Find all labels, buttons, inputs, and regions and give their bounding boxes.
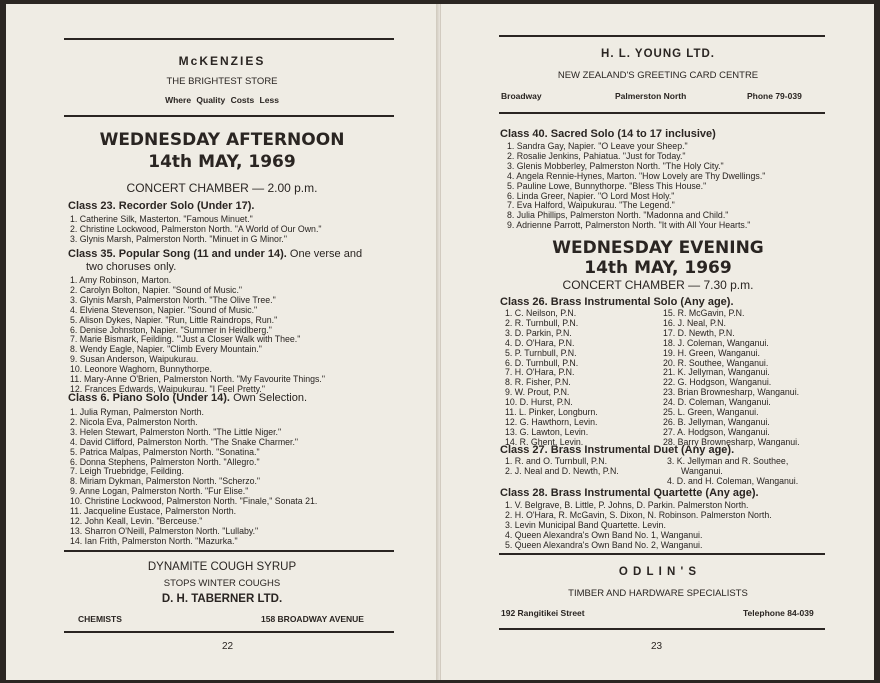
- list-item: 12. John Keall, Levin. "Berceuse.": [70, 515, 203, 526]
- divider: [64, 631, 394, 633]
- list-item: 8. Julia Phillips, Palmerston North. "Madonna and Child.": [507, 210, 729, 221]
- list-item: 6. Linda Greer, Napier. "O Lord Most Holy.": [507, 190, 675, 201]
- list-item: 7. Marie Bismark, Feilding. "'Just a Closer Walk with Thee.": [70, 334, 301, 345]
- session-date: 14th MAY, 1969: [584, 258, 732, 278]
- list-item: 23. Brian Brownesharp, Wanganui.: [663, 387, 800, 398]
- list-item: 2. Rosalie Jenkins, Pahiatua. "Just for Today.": [507, 150, 686, 161]
- list-item: 4. David Clifford, Palmerston North. "The Snake Charmer.": [70, 436, 299, 447]
- ad-right: 158 BROADWAY AVENUE: [261, 614, 364, 624]
- list-item: 11. Jacqueline Eustace, Palmerston North.: [70, 506, 237, 517]
- list-item: 10. Christine Lockwood, Palmerston North. "Finale," Sonata 21.: [70, 496, 318, 507]
- class-heading: [68, 248, 362, 260]
- list-item: 26. B. Jellyman, Wanganui.: [663, 416, 770, 427]
- ad-left: Broadway: [501, 91, 542, 101]
- list-item: 24. D. Coleman, Wanganui.: [663, 397, 771, 408]
- list-item: 12. Frances Edwards, Waipukurau. "I Feel Pretty.": [70, 383, 265, 394]
- list-item: 3. Levin Municipal Band Quartette. Levin.: [505, 519, 666, 530]
- list-item: 7. H. O'Hara, P.N.: [505, 367, 575, 378]
- list-item: 6. D. Turnbull, P.N.: [505, 357, 579, 368]
- list-item: 4. Queen Alexandra's Own Band No. 1, Wanganui.: [505, 529, 703, 540]
- list-item: 14. R. Ghent, Levin.: [505, 436, 584, 447]
- list-item: 21. K. Jellyman, Wanganui.: [663, 367, 770, 378]
- list-item: 2. J. Neal and D. Newth, P.N.: [505, 465, 619, 476]
- ad-line: DYNAMITE COUGH SYRUP: [147, 561, 297, 573]
- class-heading-text: Class 35. Popular Song (11 and under 14).: [68, 248, 287, 260]
- list-item: 1. Amy Robinson, Marton.: [70, 275, 172, 285]
- entry-list-col2: [667, 457, 798, 487]
- class-heading: [68, 392, 307, 404]
- class-heading: Class 23. Recorder Solo (Under 17).: [68, 200, 255, 212]
- entry-list-col1: [505, 309, 598, 448]
- divider: [64, 115, 394, 117]
- entry-list: [70, 215, 322, 245]
- list-item: 7. Leigh Truebridge, Feilding.: [70, 466, 184, 477]
- session-venue: CONCERT CHAMBER — 7.30 p.m.: [562, 278, 754, 292]
- session-title: WEDNESDAY AFTERNOON: [99, 130, 345, 150]
- list-item: 16. J. Neal, P.N.: [663, 317, 726, 328]
- list-item: 2. Carolyn Bolton, Napier. "Sound of Music.": [70, 284, 243, 295]
- list-item: 1. R. and O. Turnbull, P.N.: [505, 456, 608, 466]
- list-item: 15. R. McGavin, P.N.: [663, 308, 745, 318]
- list-item: 5. Alison Dykes, Napier. "Run, Little Raindrops, Run.": [70, 314, 278, 325]
- list-item: 3. K. Jellyman and R. Southee,: [667, 456, 789, 466]
- entry-list: [70, 408, 317, 547]
- session-date: 14th MAY, 1969: [148, 152, 296, 172]
- class-note: Own Selection.: [233, 392, 308, 404]
- list-item: 18. J. Coleman, Wanganui.: [663, 337, 769, 348]
- list-item: 4. Elviena Stevenson, Napier. "Sound of Music.": [70, 304, 258, 315]
- list-item: 2. R. Turnbull, P.N.: [505, 317, 579, 328]
- class-heading: Class 28. Brass Instrumental Quartette (Any age).: [500, 487, 759, 499]
- list-item: 1. Julia Ryman, Palmerston North.: [70, 407, 204, 417]
- list-item: 8. Miriam Dykman, Palmerston North. "Scherzo.": [70, 476, 261, 487]
- list-item: 19. H. Green, Wanganui.: [663, 347, 760, 358]
- list-item: 3. D. Parkin, P.N.: [505, 327, 572, 338]
- entry-list: [505, 501, 772, 551]
- list-item: 3. Glynis Marsh, Palmerston North. "The Olive Tree.": [70, 294, 276, 305]
- list-item: 9. Anne Logan, Palmerston North. "Fur Elise.": [70, 486, 249, 497]
- list-item: 3. Glynis Marsh, Palmerston North. "Minuet in G Minor.": [70, 233, 287, 244]
- left-page: [6, 4, 438, 680]
- list-item: 9. W. Prout, P.N.: [505, 387, 570, 398]
- list-item: 8. Wendy Eagle, Napier. "Climb Every Mountain.": [70, 344, 262, 355]
- ad-tagline: TIMBER AND HARDWARE SPECIALISTS: [568, 588, 748, 599]
- ad-title-hl-young: H. L. YOUNG LTD.: [601, 48, 715, 60]
- list-item: 27. A. Hodgson, Wanganui.: [663, 426, 770, 437]
- ad-left: 192 Rangitikei Street: [501, 608, 585, 618]
- list-item: 25. L. Green, Wanganui.: [663, 407, 759, 418]
- list-item: 3. Glenis Mobberley, Palmerston North. "The Holy City.": [507, 160, 724, 171]
- list-item: 9. Adrienne Parrott, Palmerston North. "It with All Your Hearts.": [507, 220, 751, 231]
- class-heading-text: Class 6. Piano Solo (Under 14).: [68, 392, 230, 404]
- divider: [499, 553, 825, 555]
- ad-right: Telephone 84-039: [743, 608, 814, 618]
- list-item: 5. Pauline Lowe, Bunnythorpe. "Bless This House.": [507, 180, 707, 191]
- list-item: 13. Sharron O'Neill, Palmerston North. "Lullaby.": [70, 525, 259, 536]
- divider: [499, 35, 825, 37]
- list-item: 10. Leonore Waghorn, Bunnythorpe.: [70, 364, 212, 375]
- list-item: 4. D. O'Hara, P.N.: [505, 337, 575, 348]
- entry-list: [507, 142, 765, 231]
- list-item: 2. H. O'Hara, R. McGavin, S. Dixon, N. Robinson. Palmerston North.: [505, 509, 772, 520]
- ad-right: Phone 79-039: [747, 91, 802, 101]
- list-item: 17. D. Newth, P.N.: [663, 327, 735, 338]
- list-item: 9. Susan Anderson, Waipukurau.: [70, 354, 199, 365]
- class-heading: Class 40. Sacred Solo (14 to 17 inclusive): [500, 128, 716, 140]
- list-item: 6. Donna Stephens, Palmerston North. "Allegro.": [70, 456, 260, 467]
- list-item: 1. C. Neilson, P.N.: [505, 308, 577, 318]
- list-item: 14. Ian Frith, Palmerston North. "Mazurka.": [70, 535, 238, 546]
- ad-title-taberner: D. H. TABERNER LTD.: [161, 593, 283, 605]
- ad-tagline: THE BRIGHTEST STORE: [166, 76, 278, 87]
- list-item: 6. Denise Johnston, Napier. "Summer in Heidlberg.": [70, 324, 272, 335]
- entry-list-col1: [505, 457, 619, 477]
- list-item: 1. V. Belgrave, B. Little, P. Johns, D. Parkin. Palmerston North.: [505, 500, 749, 510]
- list-item: 12. G. Hawthorn, Levin.: [505, 416, 598, 427]
- list-item: 5. Queen Alexandra's Own Band No. 2, Wanganui.: [505, 539, 703, 550]
- ad-title-mckenzies: McKENZIES: [178, 54, 266, 68]
- list-item: 13. G. Lawton, Levin.: [505, 426, 589, 437]
- list-item: 3. Helen Stewart, Palmerston North. "The Little Niger.": [70, 426, 282, 437]
- ad-title-odlins: O D L I N ' S: [618, 566, 698, 578]
- class-note: two choruses only.: [86, 261, 177, 273]
- class-heading: Class 26. Brass Instrumental Solo (Any age).: [500, 296, 734, 308]
- right-page: [440, 4, 874, 680]
- class-note: One verse and: [289, 248, 363, 260]
- entry-list: [70, 276, 325, 395]
- list-item: 10. D. Hurst, P.N.: [505, 397, 573, 408]
- list-item: 5. P. Turnbull, P.N.: [505, 347, 577, 358]
- list-item: 1. Catherine Silk, Masterton. "Famous Minuet.": [70, 214, 253, 224]
- list-item: 1. Sandra Gay, Napier. "O Leave your Sheep.": [507, 141, 688, 151]
- ad-tagline: NEW ZEALAND'S GREETING CARD CENTRE: [557, 70, 759, 81]
- list-item: 11. Mary-Anne O'Brien, Palmerston North. "My Favourite Things.": [70, 374, 325, 385]
- divider: [499, 112, 825, 114]
- list-item: 4. Angela Rennie-Hynes, Marton. "How Lovely are Thy Dwellings.": [507, 170, 766, 181]
- list-item: 5. Patrica Malpas, Palmerston North. "Sonatina.": [70, 446, 260, 457]
- list-item: 2. Christine Lockwood, Palmerston North. "A World of Our Own.": [70, 223, 322, 234]
- list-item: 4. D. and H. Coleman, Wanganui.: [667, 475, 799, 486]
- session-venue: CONCERT CHAMBER — 2.00 p.m.: [126, 181, 318, 195]
- session-title: WEDNESDAY EVENING: [552, 238, 764, 258]
- ad-line: STOPS WINTER COUGHS: [163, 578, 281, 589]
- list-item: 28. Barry Brownesharp, Wanganui.: [663, 436, 800, 447]
- divider: [499, 628, 825, 630]
- page-number: 22: [222, 641, 234, 652]
- divider: [64, 550, 394, 552]
- ad-left: CHEMISTS: [78, 614, 122, 624]
- list-item: 22. G. Hodgson, Wanganui.: [663, 377, 772, 388]
- list-item: 7. Eva Halford, Waipukurau. "The Legend.": [507, 200, 675, 211]
- list-item: 2. Nicola Eva, Palmerston North.: [70, 416, 198, 427]
- list-item: 20. R. Southee, Wanganui.: [663, 357, 769, 368]
- list-item: 11. L. Pinker, Longburn.: [505, 407, 598, 418]
- page-number: 23: [651, 641, 663, 652]
- divider: [64, 38, 394, 40]
- ad-slogan: Where Quality Costs Less: [165, 95, 279, 105]
- ad-center: Palmerston North: [615, 91, 687, 101]
- list-item: 8. R. Fisher, P.N.: [505, 377, 571, 388]
- entry-list-col2: [663, 309, 800, 448]
- class-heading: Class 27. Brass Instrumental Duet (Any age).: [500, 444, 735, 456]
- list-item: Wanganui.: [681, 465, 723, 476]
